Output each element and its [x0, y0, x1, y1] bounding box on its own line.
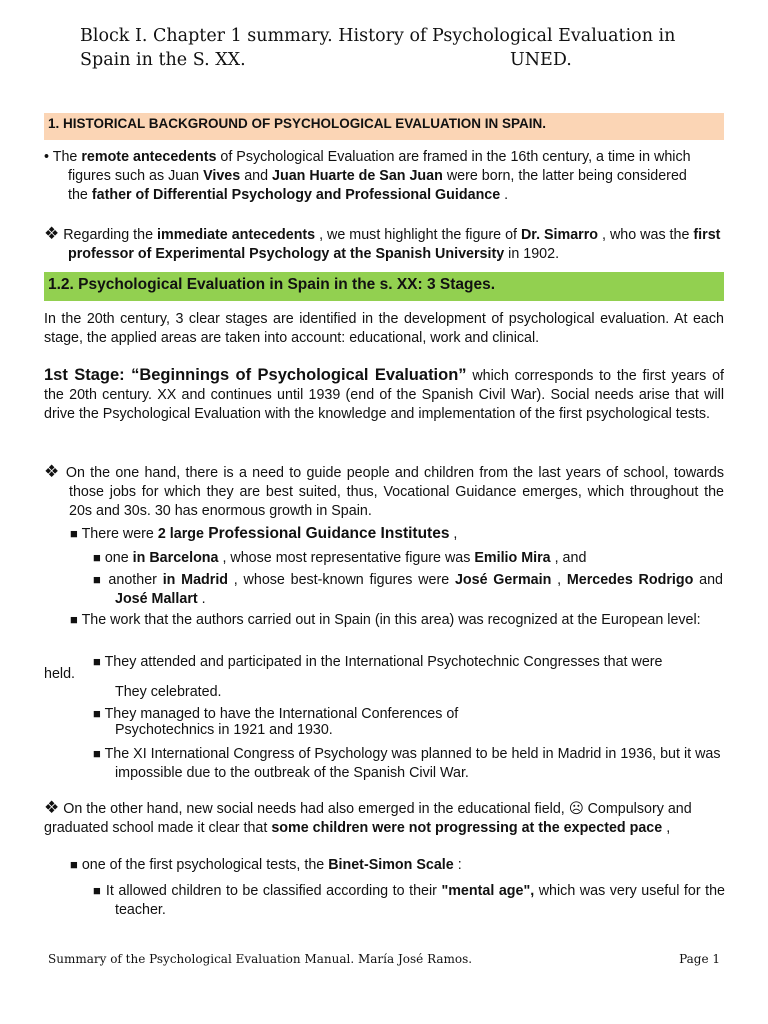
footer-summary: Summary of the Psychological Evaluation Manual. María José Ramos.: [48, 952, 473, 966]
diamond-bullet-icon: ❖: [44, 224, 60, 243]
stages-intro-paragraph: In the 20th century, 3 clear stages are identified in the development of psychological evaluation. At each stage, the applied areas are taken into account: educational, work and clinical.: [44, 311, 724, 346]
bold-text: Emilio Mira: [474, 550, 551, 566]
square-bullet-icon: ■: [93, 572, 103, 587]
work-recognized-bullet: [70, 610, 725, 631]
text: , whose most representative figure was: [218, 550, 475, 566]
text: in 1902.: [504, 246, 560, 262]
diamond-bullet-icon: ❖: [44, 462, 61, 481]
square-bullet-icon: ■: [70, 526, 78, 541]
bold-text: first professor of Experimental Psychology at the Spanish University: [68, 227, 721, 262]
remote-antecedents-paragraph: [44, 148, 704, 205]
celebrated-text: They celebrated.: [115, 684, 222, 700]
bold-text: José Mallart: [115, 591, 198, 607]
stage-1-paragraph: [44, 366, 724, 424]
text: On the one hand, there is a need to guide people and children from the last years of school, towards those jobs for which they are best suited, thus, Vocational Guidance emerges, which throughout the 20s and 30s. 30 has enormous growth in Spain.: [60, 465, 724, 519]
bold-text: in Barcelona: [132, 550, 219, 566]
square-bullet-icon: ■: [93, 654, 101, 669]
managed-conferences-line-2: Psychotechnics in 1921 and 1930.: [115, 722, 333, 738]
text: which was very useful for the teacher.: [115, 883, 726, 918]
institution-label: UNED.: [510, 50, 572, 70]
square-bullet-icon: ■: [93, 883, 102, 898]
educational-needs-paragraph: [44, 798, 724, 838]
xi-congress-bullet: [93, 744, 725, 783]
page-number: Page 1: [679, 952, 720, 966]
barcelona-bullet: [93, 548, 723, 568]
title-line-2: Spain in the S. XX.: [80, 50, 246, 70]
title-line-1: Block I. Chapter 1 summary. History of Psychological Evaluation in: [80, 26, 676, 46]
mental-age-bullet: [93, 881, 725, 920]
text: of Psychological Evaluation are framed in the 16th century, a time in which figures such as Juan: [68, 149, 691, 184]
bold-text: Professional Guidance Institutes: [203, 525, 450, 542]
vocational-guidance-paragraph: [44, 462, 724, 521]
text: one: [100, 550, 133, 566]
immediate-antecedents-paragraph: [44, 224, 724, 264]
text: , whose best-known figures were: [228, 572, 455, 588]
text: The XI International Congress of Psychology was planned to be held in Madrid in 1936, but it was impossible due to the outbreak of the Spanish Civil War.: [100, 746, 721, 781]
bold-text: father of Differential Psychology and Professional Guidance: [91, 187, 501, 203]
text: .: [500, 187, 509, 203]
page-footer: [48, 952, 720, 966]
text: The work that the authors carried out in Spain (in this area) was recognized at the European level:: [77, 612, 701, 628]
bold-text: Juan Huarte de San Juan: [272, 168, 443, 184]
stage-1-heading: 1st Stage: “Beginnings of Psychological Evaluation”: [44, 366, 467, 384]
text: and: [693, 572, 723, 588]
institutes-bullet: [70, 524, 730, 544]
text: ,: [551, 572, 567, 588]
diamond-bullet-icon: ❖: [44, 798, 60, 817]
square-bullet-icon: ■: [93, 706, 101, 721]
text: The: [49, 149, 82, 165]
text: ,: [662, 820, 671, 836]
text: .: [197, 591, 206, 607]
page-title: [80, 24, 700, 72]
text: another: [102, 572, 163, 588]
text: They attended and participated in the International Psychotechnic Congresses that were: [100, 654, 663, 670]
bold-text: José Germain: [454, 572, 552, 588]
bold-text: remote antecedents: [81, 149, 217, 165]
text: , and: [550, 550, 587, 566]
bold-text: Dr. Simarro: [520, 227, 599, 243]
text: , who was the: [598, 227, 694, 243]
square-bullet-icon: ■: [93, 746, 101, 761]
text: , we must highlight the figure of: [315, 227, 521, 243]
bold-text: Binet-Simon Scale: [328, 857, 454, 873]
text: On the other hand, new social needs had also emerged in the educational field, ☹ Compulsory and graduated school made it clear that: [44, 801, 692, 836]
text: Regarding the: [59, 227, 158, 243]
text: and: [240, 168, 273, 184]
bold-text: "mental age",: [441, 883, 535, 899]
text: They managed to have the International Conferences of: [100, 706, 459, 722]
bold-text: in Madrid: [162, 572, 229, 588]
stage-1-text: which corresponds to the first years of the 20th century. XX and continues until 1939 (end of the Spanish Civil War). Social needs arise that will drive the Psychological Evaluation with the knowledge and implementation of the first psychological tests.: [44, 368, 724, 422]
text: were born, the latter being considered the: [68, 168, 687, 203]
text: one of the first psychological tests, the: [77, 857, 329, 873]
section-1-heading: 1. HISTORICAL BACKGROUND OF PSYCHOLOGICAL EVALUATION IN SPAIN.: [44, 113, 724, 140]
binet-simon-bullet: [70, 855, 725, 875]
bullet-dot: •: [44, 149, 50, 165]
bold-text: some children were not progressing at the expected pace: [271, 820, 663, 836]
text: ,: [449, 526, 458, 542]
bold-text: immediate antecedents: [157, 227, 316, 243]
text: :: [453, 857, 462, 873]
square-bullet-icon: ■: [70, 612, 78, 627]
square-bullet-icon: ■: [93, 550, 101, 565]
bold-text: 2 large: [157, 526, 204, 542]
held-text: held.: [44, 666, 76, 682]
text: There were: [77, 526, 158, 542]
attended-congresses-bullet: [93, 652, 725, 672]
madrid-bullet: [93, 570, 723, 609]
text: It allowed children to be classified according to their: [101, 883, 442, 899]
bold-text: Mercedes Rodrigo: [566, 572, 694, 588]
bold-text: Vives: [203, 168, 241, 184]
section-2-heading: 1.2. Psychological Evaluation in Spain in the s. XX: 3 Stages.: [44, 272, 724, 301]
square-bullet-icon: ■: [70, 857, 78, 872]
